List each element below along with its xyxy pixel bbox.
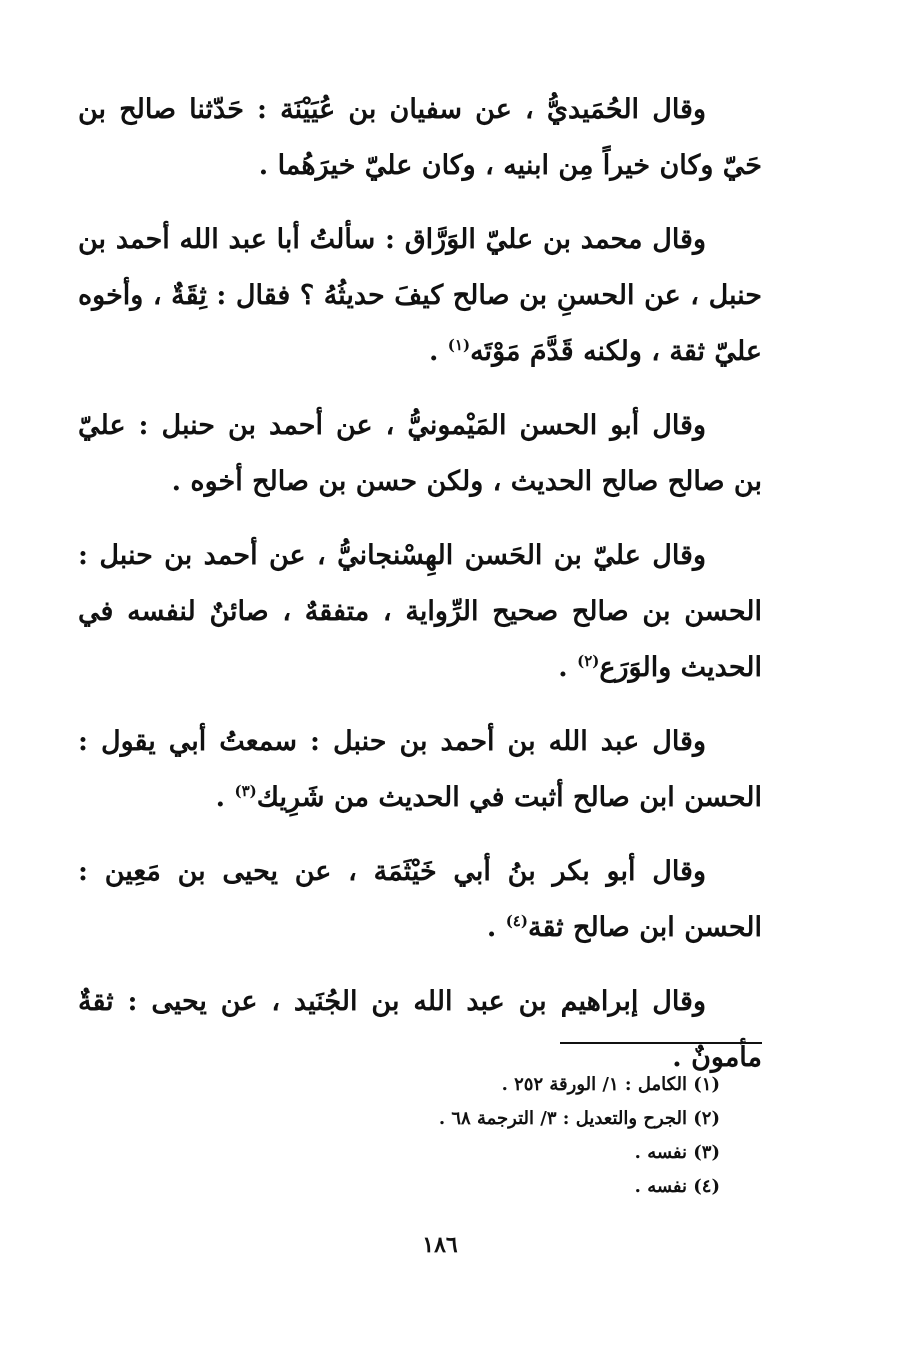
footnote-ref-4[interactable]: (٤) — [505, 912, 528, 930]
footnote-ref-1[interactable]: (١) — [447, 336, 471, 354]
footnote-ref-2[interactable]: (٢) — [577, 652, 600, 670]
page-number: ١٨٦ — [422, 1232, 458, 1258]
paragraph-2: وقال محمد بن عليّ الوَرَّاق : سألتُ أبا عبد الله أحمد بن حنبل ، عن الحسنِ بن صالح كيفَ حديثُهُ ؟ فقال : ثِقَةٌ ، وأخوه عليّ ثقة ، ولكنه قَدَّمَ مَوْتَه$^{(١)}$ . — [78, 224, 762, 367]
footnote-3: (٣) نفسه . — [634, 1142, 720, 1163]
main-text — [78, 82, 762, 1104]
footnote-separator — [560, 1042, 762, 1044]
paragraph-6: وقال أبو بكر بنُ أبي خَيْثَمَة ، عن يحيى بن مَعِين : الحسن ابن صالح ثقة$^{(٤)}$ . — [78, 856, 762, 943]
footnote-1: (١) الكامل : ١/ الورقة ٢٥٢ . — [501, 1074, 720, 1095]
paragraph-3: وقال أبو الحسن المَيْمونيُّ ، عن أحمد بن حنبل : عليّ بن صالح صالح الحديث ، ولكن حسن بن صالح أخوه . — [78, 410, 762, 497]
footnote-ref-3[interactable]: (٣) — [234, 782, 257, 800]
paragraph-7: وقال إبراهيم بن عبد الله بن الجُنَيد ، عن يحيى : ثقةٌ مأمونٌ . — [78, 986, 762, 1073]
paragraph-4: وقال عليّ بن الحَسن الهِسْنجانيُّ ، عن أحمد بن حنبل : الحسن بن صالح صحيح الرِّواية ، متفقهٌ ، صائنٌ لنفسه في الحديث والوَرَع$^{(٢)}$ . — [78, 540, 762, 683]
paragraph-5: وقال عبد الله بن أحمد بن حنبل : سمعتُ أبي يقول : الحسن ابن صالح أثبت في الحديث من شَرِيك$^{(٣)}$ . — [78, 726, 762, 813]
paragraph-1: وقال الحُمَيديُّ ، عن سفيان بن عُيَيْنَة : حَدّثنا صالح بن حَيّ وكان خيراً مِن ابنيه ، وكان عليّ خيرَهُما . — [78, 94, 762, 181]
footnote-2: (٢) الجرح والتعديل : ٣/ الترجمة ٦٨ . — [438, 1108, 720, 1129]
footnotes — [300, 1068, 720, 1204]
footnote-4: (٤) نفسه . — [634, 1176, 720, 1197]
